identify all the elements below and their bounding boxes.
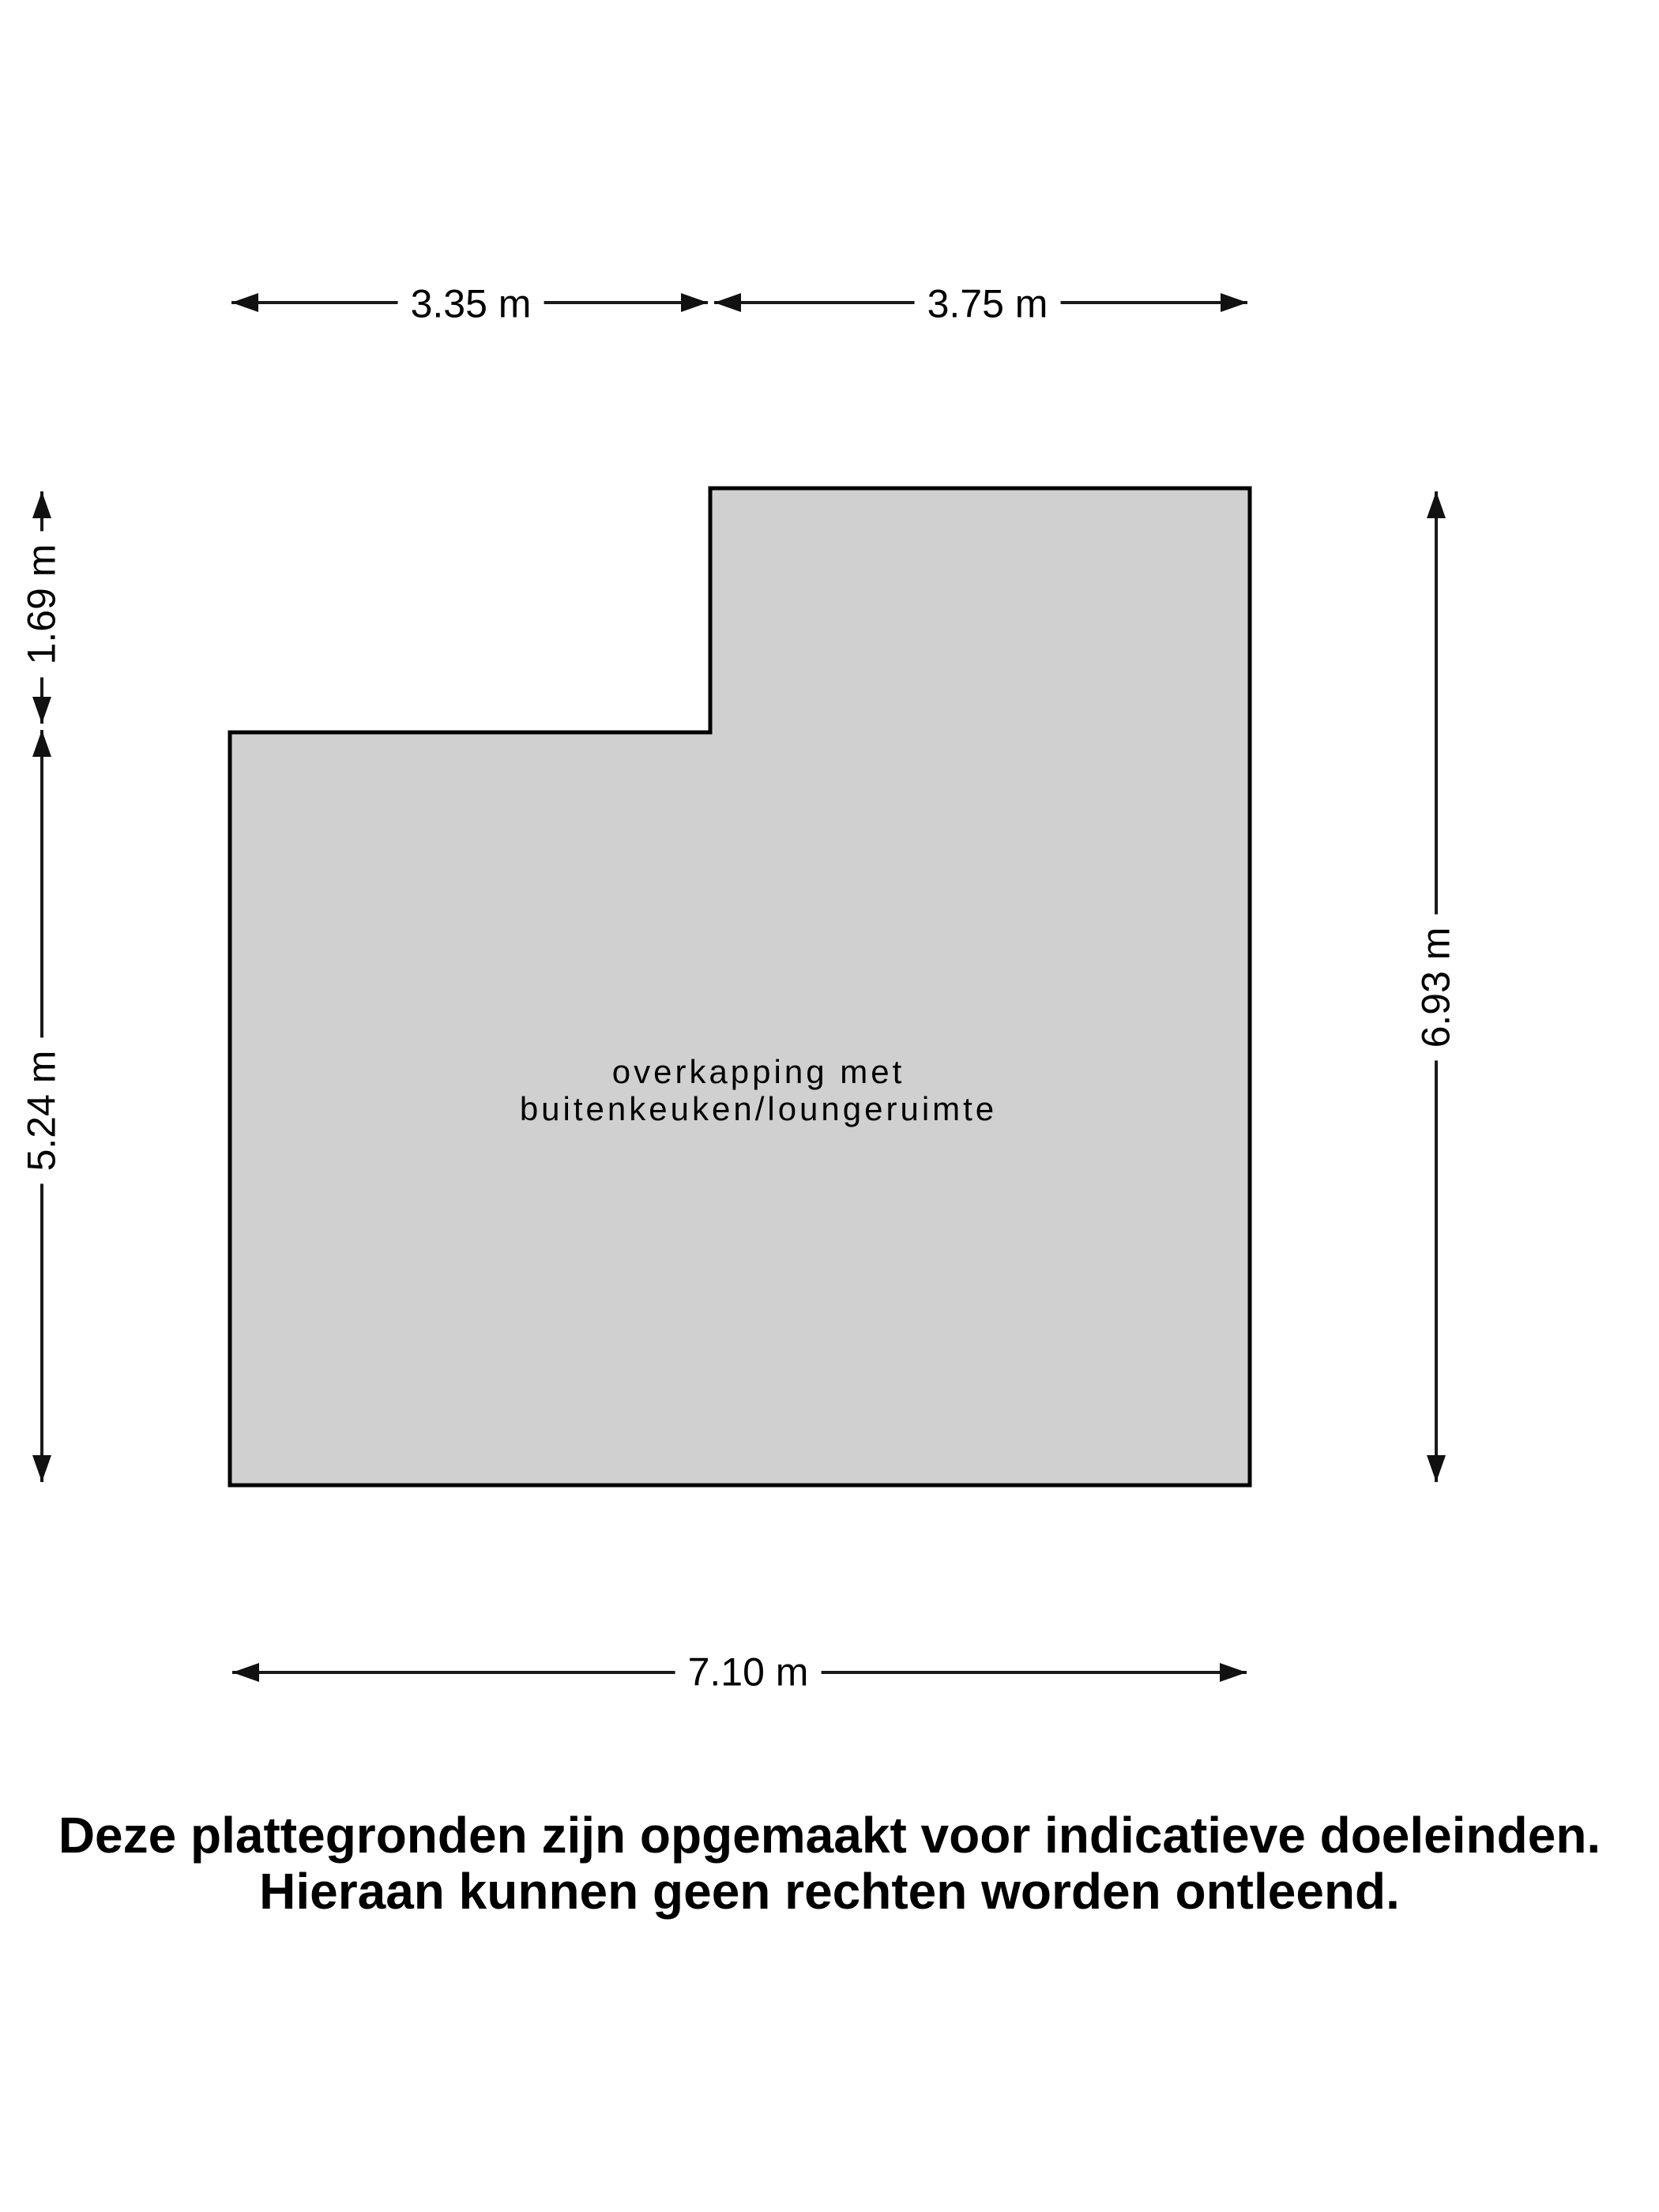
room-outline-overkapping [230,488,1250,1485]
room-label-line2: buitenkeuken/loungeruimte [519,1090,998,1127]
dimension-label-left-lower: 5.24 m [19,1038,66,1184]
dimension-label-top-right: 3.75 m [915,281,1061,328]
disclaimer-text [0,1808,1659,1920]
room-label [520,1053,997,1127]
disclaimer-line1: Deze plattegronden zijn opgemaakt voor indicatieve doeleinden. [58,1807,1601,1864]
dimension-label-right: 6.93 m [1413,915,1460,1061]
dimension-label-top-left: 3.35 m [398,281,544,328]
dimension-label-bottom: 7.10 m [675,1650,822,1696]
room-label-line1: overkapping met [611,1053,905,1090]
disclaimer-line2: Hieraan kunnen geen rechten worden ontleend. [259,1863,1400,1920]
dimension-label-left-upper: 1.69 m [19,532,66,678]
